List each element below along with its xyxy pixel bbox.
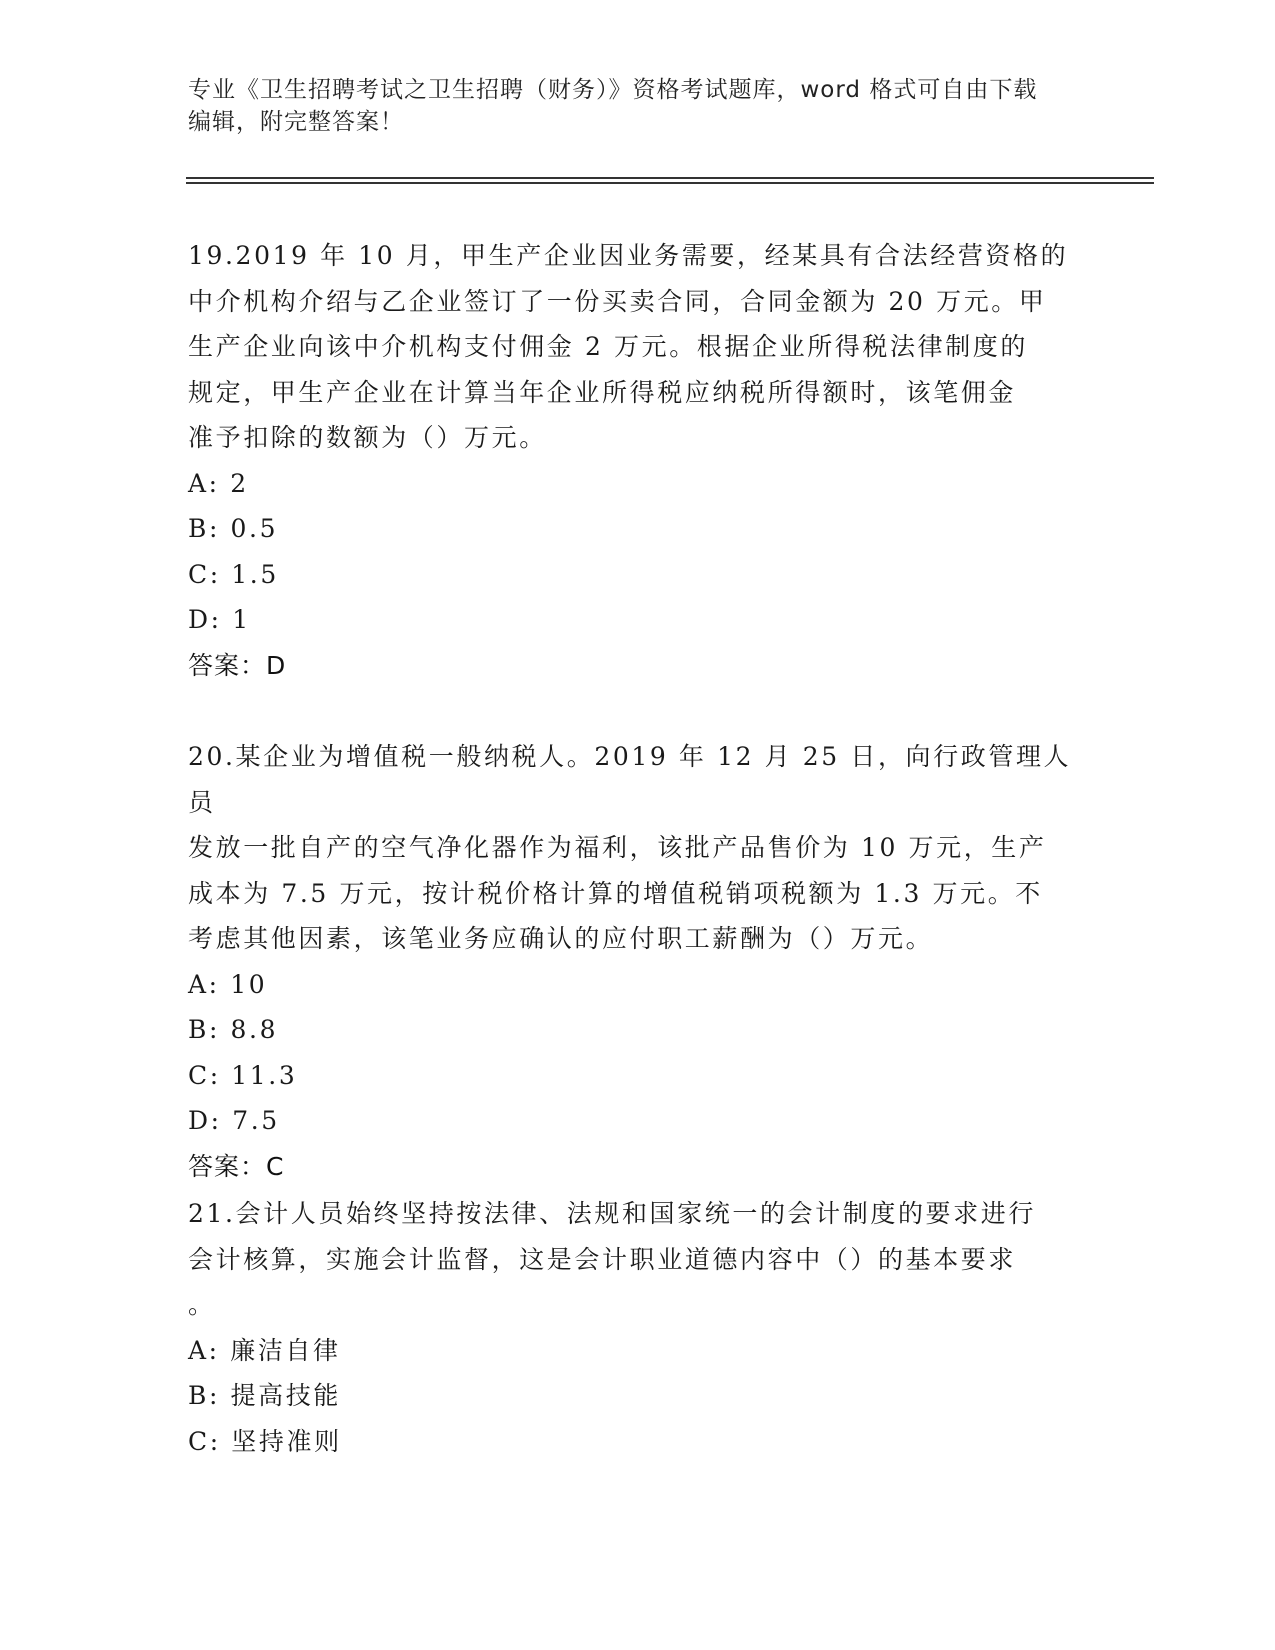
option-d: D: 7.5	[188, 1106, 280, 1135]
question-stem-line: 中介机构介绍与乙企业签订了一份买卖合同，合同金额为 20 万元。甲	[188, 286, 1047, 316]
question-stem-line: 考虑其他因素，该笔业务应确认的应付职工薪酬为（）万元。	[188, 924, 934, 953]
question-21	[188, 1191, 1078, 1464]
question-stem-line: 19.2019 年 10 月，甲生产企业因业务需要，经某具有合法经营资格的	[188, 241, 1069, 270]
option-d: D: 1	[188, 605, 251, 634]
answer-label: 答案：C	[188, 1151, 285, 1181]
question-stem-line: 成本为 7.5 万元，按计税价格计算的增值税销项税额为 1.3 万元。不	[188, 878, 1043, 908]
option-c: C: 1.5	[188, 559, 279, 589]
question-stem-line: 21.会计人员始终坚持按法律、法规和国家统一的会计制度的要求进行	[188, 1199, 1036, 1228]
question-stem-line: 生产企业向该中介机构支付佣金 2 万元。根据企业所得税法律制度的	[188, 332, 1029, 361]
document-header	[188, 74, 1068, 138]
question-stem-line: 20.某企业为增值税一般纳税人。2019 年 12 月 25 日，向行政管理人员	[188, 742, 1072, 817]
question-stem-line: 准予扣除的数额为（）万元。	[188, 423, 547, 452]
header-line-2: 编辑，附完整答案！	[188, 109, 404, 135]
option-a: A: 2	[188, 468, 249, 498]
option-c: C: 11.3	[188, 1060, 298, 1090]
question-stem-line: 发放一批自产的空气净化器作为福利，该批产品售价为 10 万元，生产	[188, 833, 1047, 862]
option-b: B: 8.8	[188, 1015, 279, 1044]
option-a: A: 廉洁自律	[188, 1335, 341, 1365]
question-stem-line: 规定，甲生产企业在计算当年企业所得税应纳税所得额时，该笔佣金	[188, 377, 1017, 407]
option-b: B: 提高技能	[188, 1381, 341, 1410]
answer-label: 答案：D	[188, 650, 287, 680]
question-stem-line: 会计核算，实施会计监督，这是会计职业道德内容中（）的基本要求	[188, 1244, 1017, 1274]
question-20	[188, 734, 1078, 1189]
header-line-1: 专业《卫生招聘考试之卫生招聘（财务）》资格考试题库，word 格式可自由下载	[188, 77, 1038, 103]
header-divider-top	[186, 177, 1154, 179]
header-divider-bottom	[186, 182, 1154, 184]
question-stem-line: 。	[188, 1290, 216, 1319]
option-a: A: 10	[188, 969, 268, 999]
question-19	[188, 233, 1078, 688]
option-c: C: 坚持准则	[188, 1426, 342, 1456]
option-b: B: 0.5	[188, 514, 279, 543]
